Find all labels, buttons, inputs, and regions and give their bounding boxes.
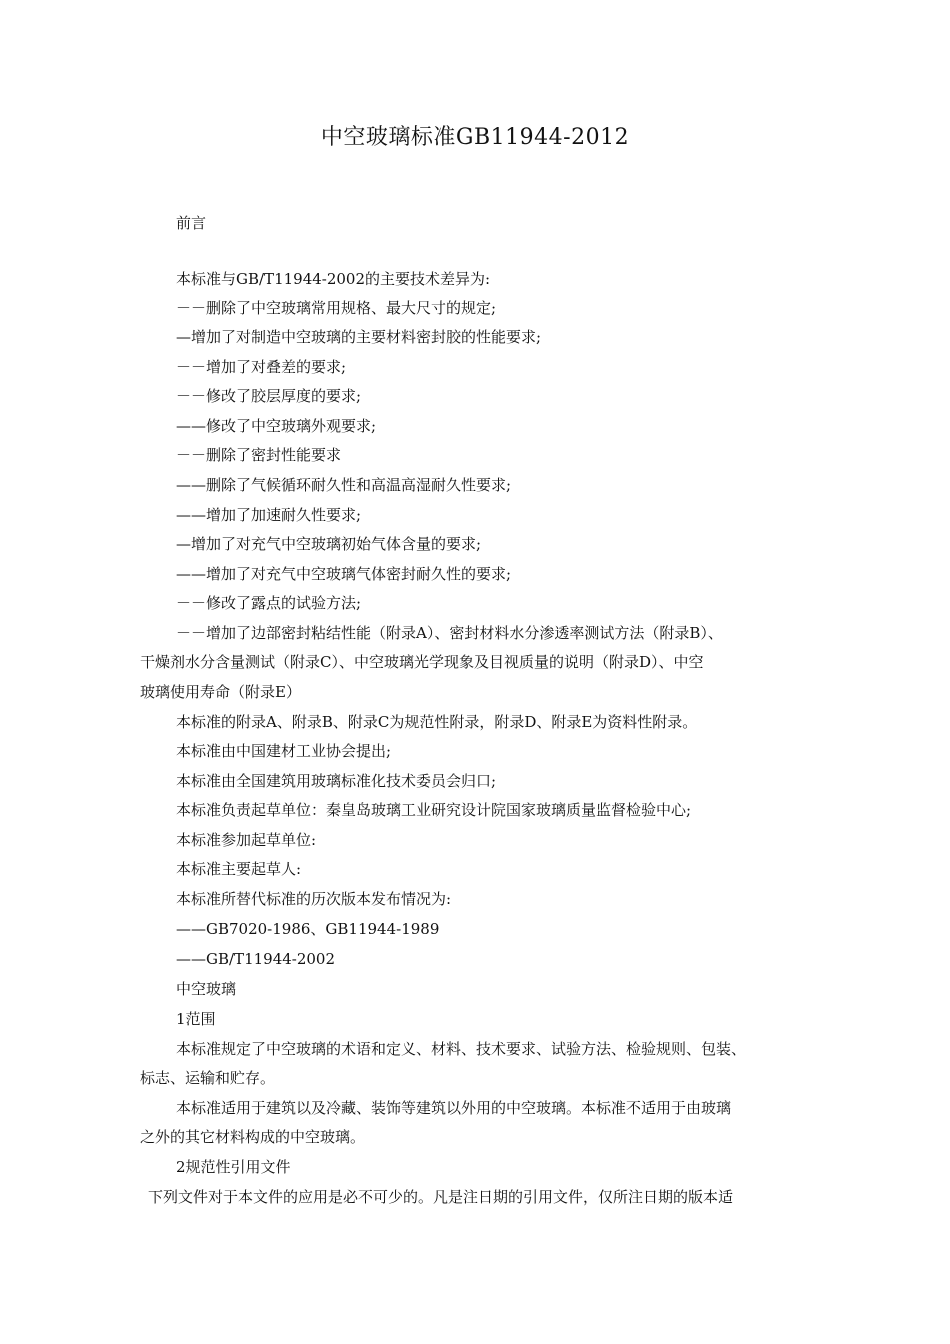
text-line: －－修改了露点的试验方法; [176, 594, 362, 612]
text-line: ——增加了加速耐久性要求; [176, 506, 362, 524]
text-line: 玻璃使用寿命（附录E） [140, 683, 301, 701]
document-title: 中空玻璃标准GB11944-2012 [320, 125, 630, 150]
section-heading: 2规范性引用文件 [176, 1158, 291, 1176]
text-line: ——增加了对充气中空玻璃气体密封耐久性的要求; [176, 565, 512, 583]
text-line: 本标准由中国建材工业协会提出; [176, 742, 392, 760]
text-line: 标志、运输和贮存。 [140, 1069, 276, 1087]
section-heading: 1范围 [176, 1010, 216, 1028]
text-line: －－修改了胶层厚度的要求; [176, 387, 362, 405]
text-line: —增加了对充气中空玻璃初始气体含量的要求; [176, 535, 482, 553]
text-line: 本标准与GB/T11944-2002的主要技术差异为: [176, 270, 491, 288]
text-line: －－增加了对叠差的要求; [176, 358, 347, 376]
text-line: 本标准负责起草单位：秦皇岛玻璃工业研究设计院国家玻璃质量监督检验中心; [176, 801, 692, 819]
foreword-heading: 前言 [176, 214, 207, 232]
text-line: －－删除了中空玻璃常用规格、最大尺寸的规定; [176, 299, 497, 317]
text-line: 本标准主要起草人: [176, 860, 302, 878]
text-line: 本标准规定了中空玻璃的术语和定义、材料、技术要求、试验方法、检验规则、包装、 [176, 1040, 747, 1058]
text-line: ——删除了气候循环耐久性和高温高湿耐久性要求; [176, 476, 512, 494]
text-line: －－增加了边部密封粘结性能（附录A）、密封材料水分渗透率测试方法（附录B）、 [176, 624, 723, 642]
text-line: 本标准所替代标准的历次版本发布情况为: [176, 890, 452, 908]
text-line: 本标准适用于建筑以及冷藏、装饰等建筑以外用的中空玻璃。本标准不适用于由玻璃 [176, 1099, 732, 1117]
text-line: 干燥剂水分含量测试（附录C）、中空玻璃光学现象及目视质量的说明（附录D）、中空 [140, 653, 704, 671]
text-line: —增加了对制造中空玻璃的主要材料密封胶的性能要求; [176, 328, 542, 346]
text-line: 之外的其它材料构成的中空玻璃。 [140, 1128, 366, 1146]
text-line: ——修改了中空玻璃外观要求; [176, 417, 377, 435]
text-line: 本标准由全国建筑用玻璃标准化技术委员会归口; [176, 772, 497, 790]
section-heading: 中空玻璃 [176, 980, 237, 998]
text-line: ——GB/T11944-2002 [176, 950, 336, 968]
text-line: 本标准参加起草单位: [176, 831, 317, 849]
text-line: ——GB7020-1986、GB11944-1989 [176, 920, 440, 938]
text-line: 本标准的附录A、附录B、附录C为规范性附录，附录D、附录E为资料性附录。 [176, 713, 698, 731]
text-line: 下列文件对于本文件的应用是必不可少的。凡是注日期的引用文件，仅所注日期的版本适 [148, 1188, 734, 1206]
text-line: －－删除了密封性能要求 [176, 446, 342, 464]
